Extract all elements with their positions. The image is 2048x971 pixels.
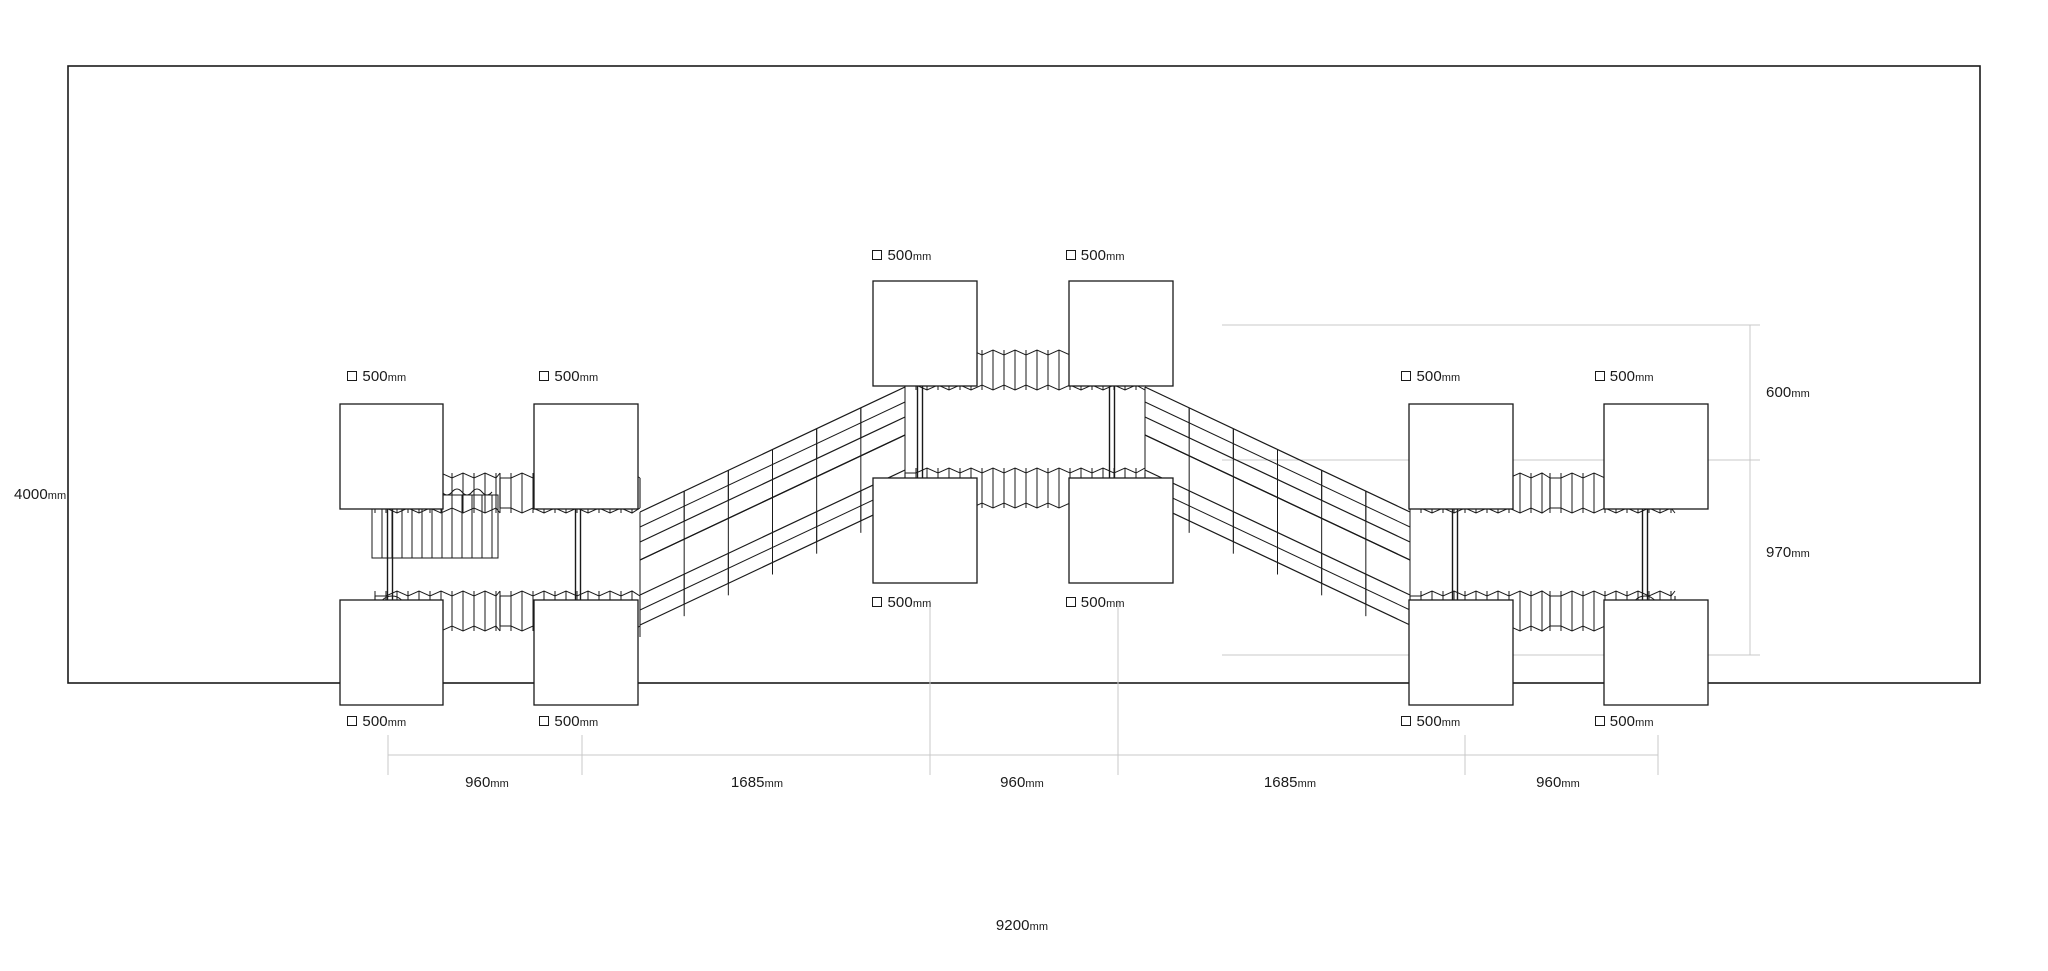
overall-height-label: 4000mm — [14, 486, 67, 503]
right-dimension-970: 970mm — [1766, 544, 1810, 561]
panel-box-6 — [1069, 281, 1173, 386]
panel-rectangles — [340, 281, 1708, 705]
panel-box-5 — [873, 281, 977, 386]
panel-box-7 — [873, 478, 977, 583]
panel-label-unit: mm — [1441, 716, 1461, 729]
panel-box-2 — [534, 404, 638, 509]
panel-box-1 — [340, 404, 443, 509]
panel-label-value: 500 — [1609, 367, 1636, 385]
panel-label-p3 — [872, 248, 931, 263]
panel-label-unit: mm — [1635, 371, 1654, 384]
panel-label-value: 500 — [1080, 247, 1107, 265]
panel-label-p6 — [1595, 369, 1654, 384]
square-icon — [539, 371, 549, 381]
bottom-dimension-2: 1685mm — [730, 774, 784, 791]
panel-box-12 — [1604, 600, 1708, 705]
panel-label-value: 500 — [554, 367, 580, 385]
square-icon — [539, 716, 549, 726]
square-icon — [1595, 716, 1605, 726]
panel-box-11 — [1409, 600, 1513, 705]
panel-label-unit: mm — [912, 597, 932, 610]
square-icon — [1401, 371, 1411, 381]
panel-label-p8 — [1066, 595, 1125, 610]
panel-label-unit: mm — [1635, 716, 1654, 729]
panel-box-10 — [1604, 404, 1708, 509]
square-icon — [347, 716, 357, 726]
overall-width-label: 9200mm — [995, 917, 1049, 934]
panel-box-4 — [534, 600, 638, 705]
square-icon — [1401, 716, 1411, 726]
square-icon — [1066, 250, 1076, 260]
square-icon — [872, 597, 882, 607]
panel-label-unit: mm — [579, 716, 599, 729]
panel-label-p4 — [1066, 248, 1125, 263]
panel-label-p7 — [872, 595, 931, 610]
panel-label-p5 — [1401, 369, 1460, 384]
bottom-dimension-4: 1685mm — [1263, 774, 1317, 791]
bottom-dimension-5: 960mm — [1536, 774, 1580, 791]
panel-label-unit: mm — [579, 371, 599, 384]
bottom-dimension-1: 960mm — [465, 774, 509, 791]
panel-label-p11 — [1401, 714, 1460, 729]
panel-label-value: 500 — [887, 593, 913, 611]
panel-box-9 — [1409, 404, 1513, 509]
panel-label-value: 500 — [1080, 593, 1107, 611]
right-dimension-600: 600mm — [1766, 384, 1810, 401]
panel-label-unit: mm — [387, 371, 407, 384]
panel-label-value: 500 — [1609, 712, 1636, 730]
panel-label-value: 500 — [362, 712, 388, 730]
panel-label-p10 — [539, 714, 598, 729]
panel-label-unit: mm — [1441, 371, 1461, 384]
panel-label-unit: mm — [912, 251, 932, 264]
square-icon — [1066, 597, 1076, 607]
panel-label-p12 — [1595, 714, 1654, 729]
panel-label-p1 — [347, 369, 406, 384]
square-icon — [1595, 371, 1605, 381]
bottom-dimension-3: 960mm — [1000, 774, 1044, 791]
panel-label-value: 500 — [362, 367, 388, 385]
panel-label-value: 500 — [887, 247, 913, 265]
panel-label-value: 500 — [554, 712, 580, 730]
square-icon — [872, 250, 882, 260]
panel-box-8 — [1069, 478, 1173, 583]
panel-label-value: 500 — [1416, 367, 1442, 385]
panel-label-unit: mm — [1106, 251, 1125, 264]
square-icon — [347, 371, 357, 381]
panel-label-p9 — [347, 714, 406, 729]
panel-label-unit: mm — [387, 716, 407, 729]
panel-label-value: 500 — [1416, 712, 1442, 730]
panel-label-unit: mm — [1106, 597, 1125, 610]
panel-label-p2 — [539, 369, 598, 384]
panel-box-3 — [340, 600, 443, 705]
